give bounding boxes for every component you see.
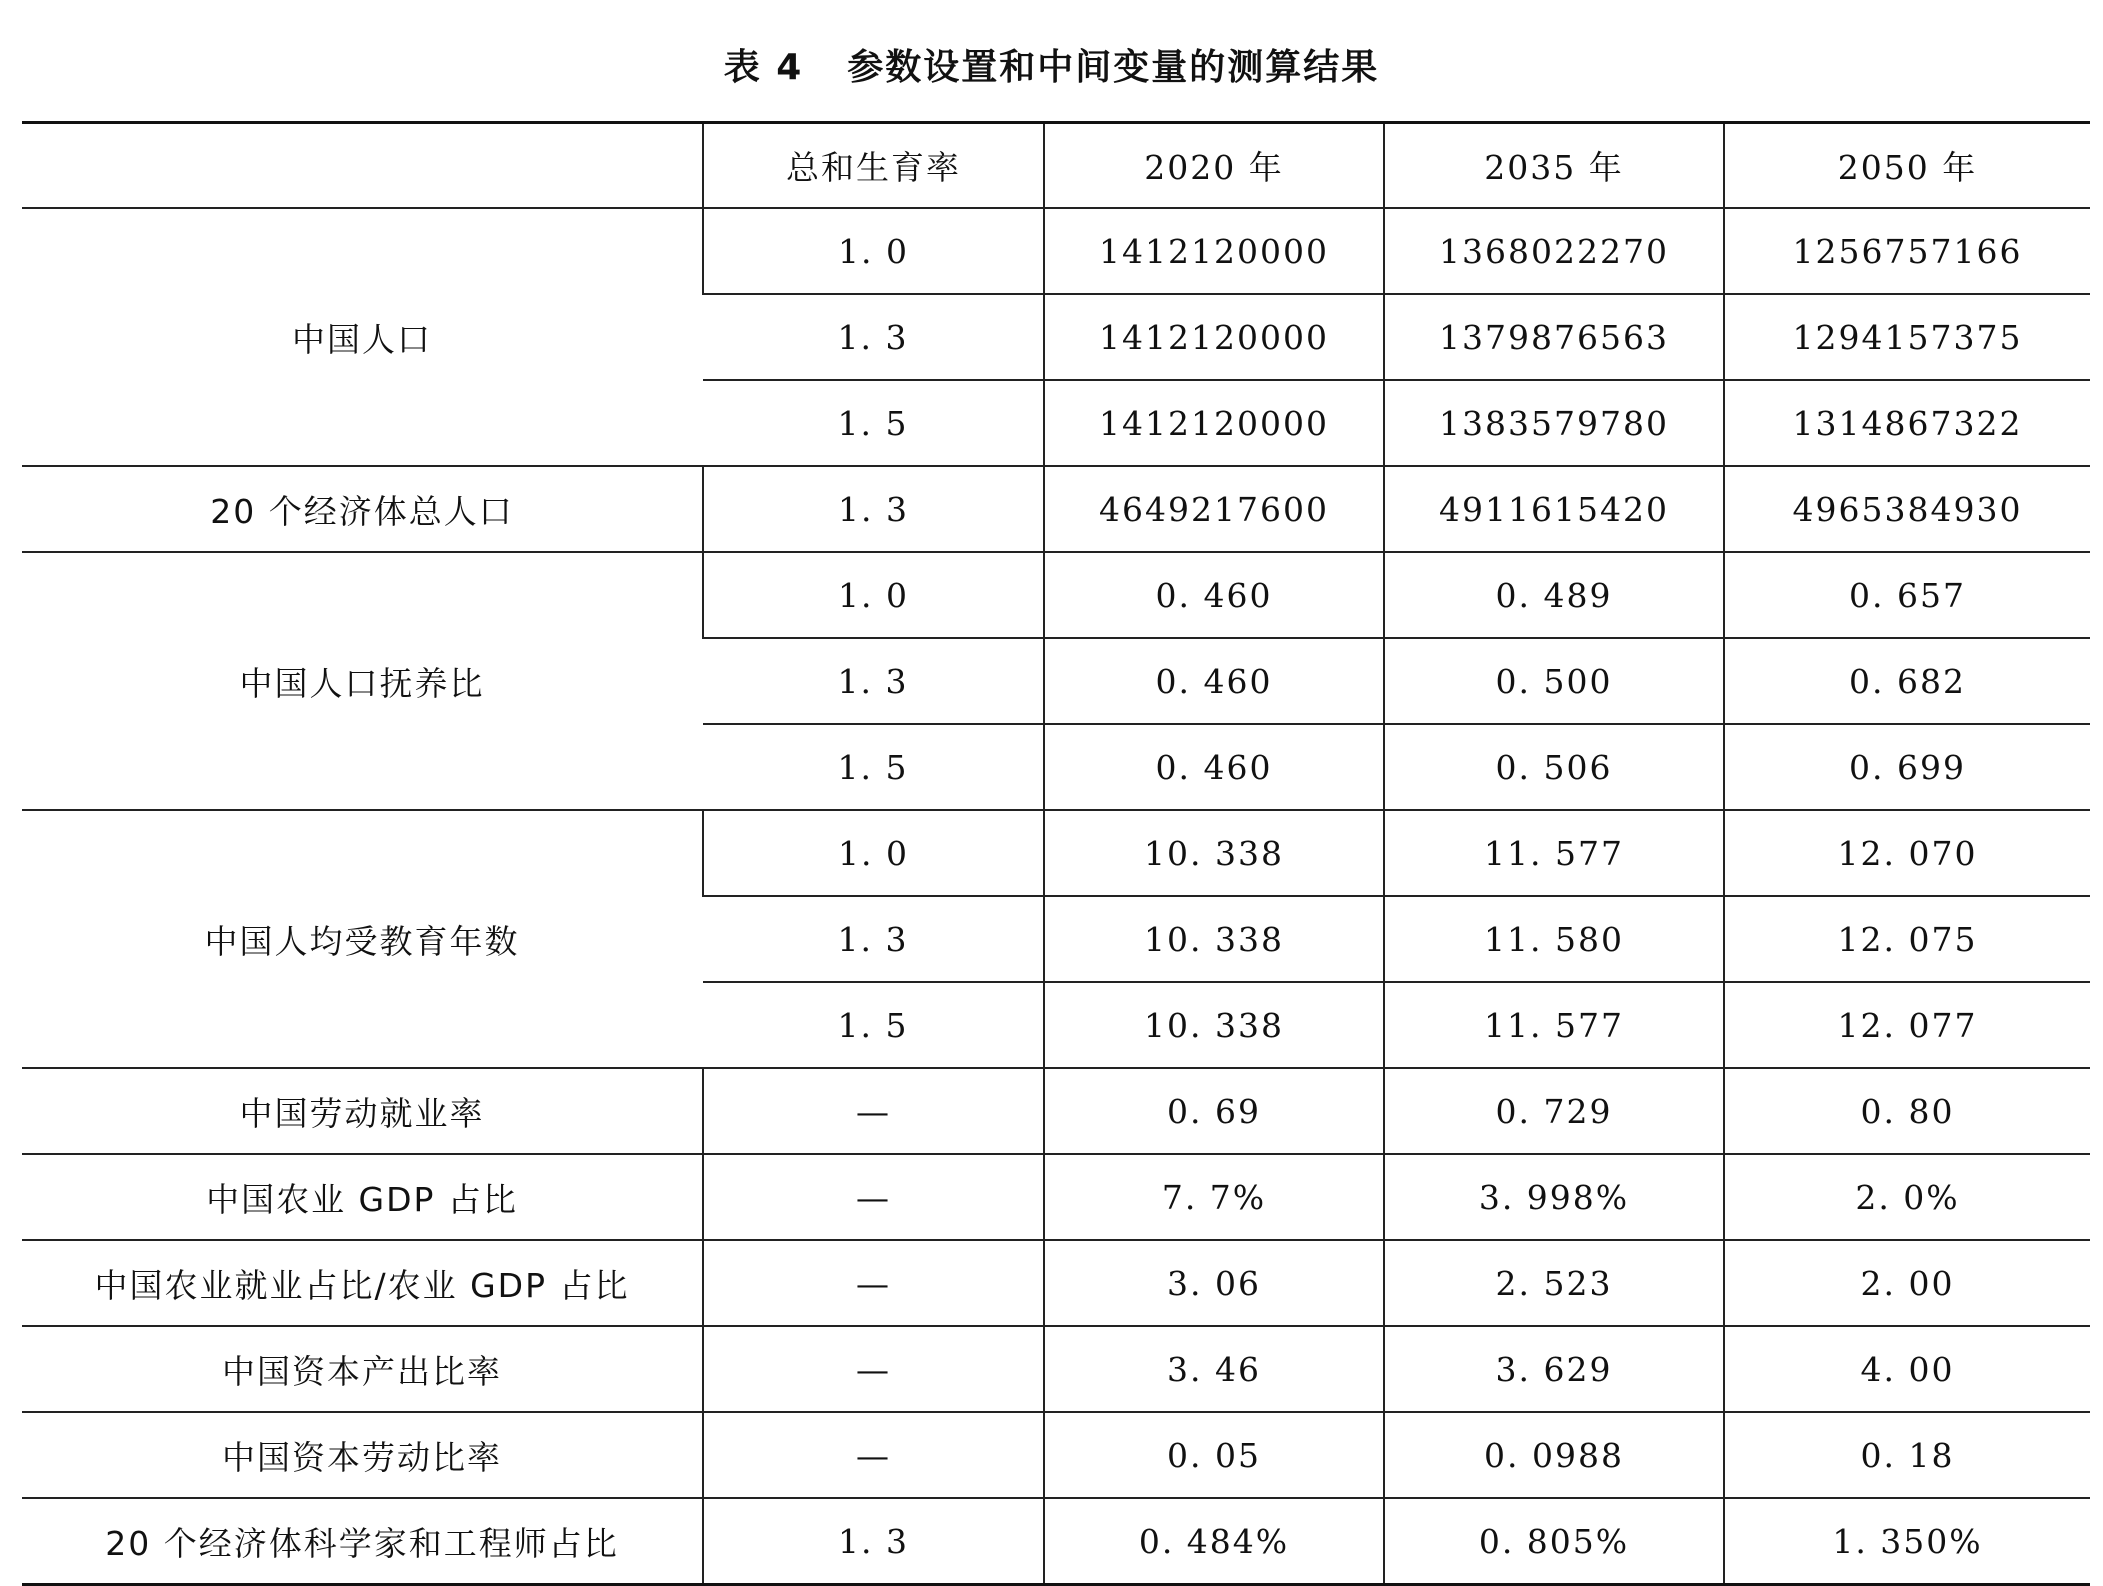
cell-y2035: 0. 506	[1384, 724, 1724, 810]
table-row	[22, 1326, 2090, 1412]
cell-y2020: 0. 69	[1044, 1068, 1384, 1154]
row-label: 中国农业就业占比/农业 GDP 占比	[22, 1240, 703, 1326]
cell-y2050: 12. 070	[1724, 810, 2090, 896]
cell-tfr: —	[703, 1154, 1044, 1240]
cell-y2050: 0. 80	[1724, 1068, 2090, 1154]
cell-y2050: 12. 077	[1724, 982, 2090, 1068]
row-label: 中国资本产出比率	[22, 1326, 703, 1412]
table-row	[22, 1240, 2090, 1326]
cell-tfr: —	[703, 1326, 1044, 1412]
cell-tfr: 1. 0	[703, 208, 1044, 294]
cell-y2020: 3. 46	[1044, 1326, 1384, 1412]
cell-y2020: 0. 484%	[1044, 1498, 1384, 1585]
cell-y2020: 3. 06	[1044, 1240, 1384, 1326]
cell-y2035: 0. 489	[1384, 552, 1724, 638]
row-label: 中国资本劳动比率	[22, 1412, 703, 1498]
cell-y2035: 1383579780	[1384, 380, 1724, 466]
table-row	[22, 1154, 2090, 1240]
cell-tfr: 1. 5	[703, 724, 1044, 810]
cell-y2020: 1412120000	[1044, 294, 1384, 380]
cell-tfr: 1. 5	[703, 982, 1044, 1068]
cell-y2035: 0. 500	[1384, 638, 1724, 724]
results-table	[22, 121, 2090, 1586]
cell-y2050: 0. 699	[1724, 724, 2090, 810]
cell-y2035: 0. 805%	[1384, 1498, 1724, 1585]
row-label: 中国劳动就业率	[22, 1068, 703, 1154]
cell-y2050: 4965384930	[1724, 466, 2090, 552]
cell-y2020: 1412120000	[1044, 208, 1384, 294]
cell-y2050: 1294157375	[1724, 294, 2090, 380]
cell-tfr: —	[703, 1240, 1044, 1326]
row-label: 20 个经济体科学家和工程师占比	[22, 1498, 703, 1585]
table-caption	[0, 38, 2103, 98]
row-label: 中国人口抚养比	[22, 552, 703, 810]
header-tfr: 总和生育率	[703, 123, 1044, 209]
cell-y2050: 4. 00	[1724, 1326, 2090, 1412]
cell-y2020: 0. 460	[1044, 724, 1384, 810]
table-number: 表 4	[723, 47, 804, 88]
cell-y2035: 4911615420	[1384, 466, 1724, 552]
header-row	[22, 123, 2090, 209]
table-row	[22, 1498, 2090, 1585]
table-row	[22, 1412, 2090, 1498]
cell-y2050: 2. 00	[1724, 1240, 2090, 1326]
row-label: 中国人口	[22, 208, 703, 466]
cell-tfr: 1. 0	[703, 552, 1044, 638]
cell-tfr: 1. 3	[703, 896, 1044, 982]
cell-tfr: 1. 3	[703, 466, 1044, 552]
cell-tfr: —	[703, 1412, 1044, 1498]
cell-y2020: 4649217600	[1044, 466, 1384, 552]
cell-y2020: 0. 460	[1044, 552, 1384, 638]
cell-tfr: 1. 5	[703, 380, 1044, 466]
cell-y2035: 11. 580	[1384, 896, 1724, 982]
cell-y2035: 0. 729	[1384, 1068, 1724, 1154]
header-2050: 2050 年	[1724, 123, 2090, 209]
cell-y2050: 2. 0%	[1724, 1154, 2090, 1240]
table-row	[22, 810, 2090, 896]
table-row	[22, 208, 2090, 294]
cell-y2020: 10. 338	[1044, 982, 1384, 1068]
header-2020: 2020 年	[1044, 123, 1384, 209]
cell-tfr: —	[703, 1068, 1044, 1154]
cell-y2050: 0. 657	[1724, 552, 2090, 638]
cell-y2020: 1412120000	[1044, 380, 1384, 466]
cell-y2020: 0. 460	[1044, 638, 1384, 724]
cell-y2035: 1368022270	[1384, 208, 1724, 294]
table-row	[22, 1068, 2090, 1154]
cell-y2020: 0. 05	[1044, 1412, 1384, 1498]
row-label: 中国人均受教育年数	[22, 810, 703, 1068]
cell-y2050: 12. 075	[1724, 896, 2090, 982]
cell-y2050: 0. 682	[1724, 638, 2090, 724]
cell-y2050: 1. 350%	[1724, 1498, 2090, 1585]
row-label: 中国农业 GDP 占比	[22, 1154, 703, 1240]
cell-tfr: 1. 3	[703, 638, 1044, 724]
cell-y2035: 1379876563	[1384, 294, 1724, 380]
table-title: 参数设置和中间变量的测算结果	[847, 47, 1380, 88]
table-header	[22, 123, 2090, 209]
cell-y2035: 2. 523	[1384, 1240, 1724, 1326]
cell-y2020: 7. 7%	[1044, 1154, 1384, 1240]
cell-y2035: 11. 577	[1384, 810, 1724, 896]
cell-y2035: 11. 577	[1384, 982, 1724, 1068]
cell-y2050: 1314867322	[1724, 380, 2090, 466]
cell-tfr: 1. 0	[703, 810, 1044, 896]
header-2035: 2035 年	[1384, 123, 1724, 209]
header-rowlabel	[22, 123, 703, 209]
cell-tfr: 1. 3	[703, 294, 1044, 380]
table-row	[22, 552, 2090, 638]
cell-y2050: 0. 18	[1724, 1412, 2090, 1498]
table-row	[22, 466, 2090, 552]
cell-y2035: 0. 0988	[1384, 1412, 1724, 1498]
cell-y2035: 3. 629	[1384, 1326, 1724, 1412]
cell-y2020: 10. 338	[1044, 810, 1384, 896]
row-label: 20 个经济体总人口	[22, 466, 703, 552]
cell-tfr: 1. 3	[703, 1498, 1044, 1585]
cell-y2020: 10. 338	[1044, 896, 1384, 982]
cell-y2035: 3. 998%	[1384, 1154, 1724, 1240]
table-body	[22, 208, 2090, 1585]
cell-y2050: 1256757166	[1724, 208, 2090, 294]
